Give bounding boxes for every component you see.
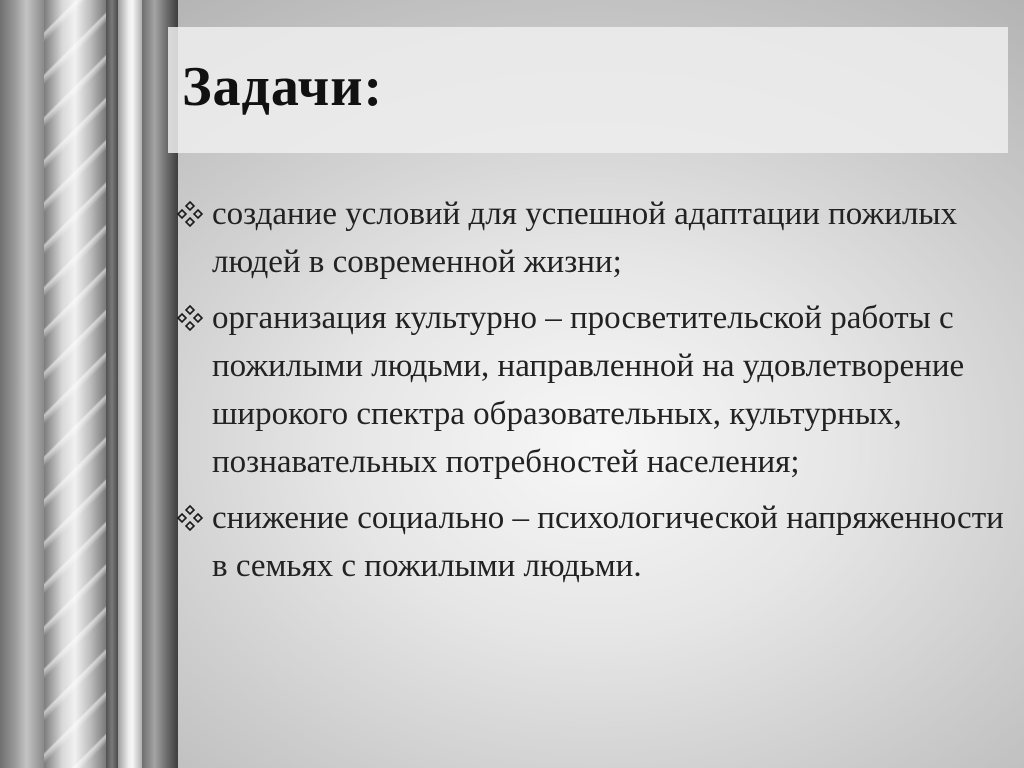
list-item-text: снижение социально – психологической напряженности в семьях с пожилыми людьми. bbox=[212, 500, 1004, 584]
diamond-quad-icon bbox=[176, 190, 212, 238]
list-item bbox=[176, 294, 1012, 486]
list-item-text: организация культурно – просветительской работы с пожилыми людьми, направленной на удовлетворение широкого спектра образовательных, культурных, познавательных потребностей населения; bbox=[212, 300, 965, 480]
pillar-stripe bbox=[118, 0, 142, 768]
title-banner bbox=[168, 27, 1008, 153]
task-list bbox=[176, 190, 1012, 598]
slide-title: Задачи: bbox=[182, 56, 384, 118]
decorative-pillars bbox=[0, 0, 178, 768]
pillar-stripe bbox=[44, 0, 106, 768]
pillar-stripe bbox=[106, 0, 118, 768]
diamond-quad-icon bbox=[176, 494, 212, 542]
pillar-stripe bbox=[0, 0, 44, 768]
diamond-quad-icon bbox=[176, 294, 212, 342]
list-item bbox=[176, 190, 1012, 286]
list-item-text: создание условий для успешной адаптации пожилых людей в современной жизни; bbox=[212, 196, 958, 280]
list-item bbox=[176, 494, 1012, 590]
